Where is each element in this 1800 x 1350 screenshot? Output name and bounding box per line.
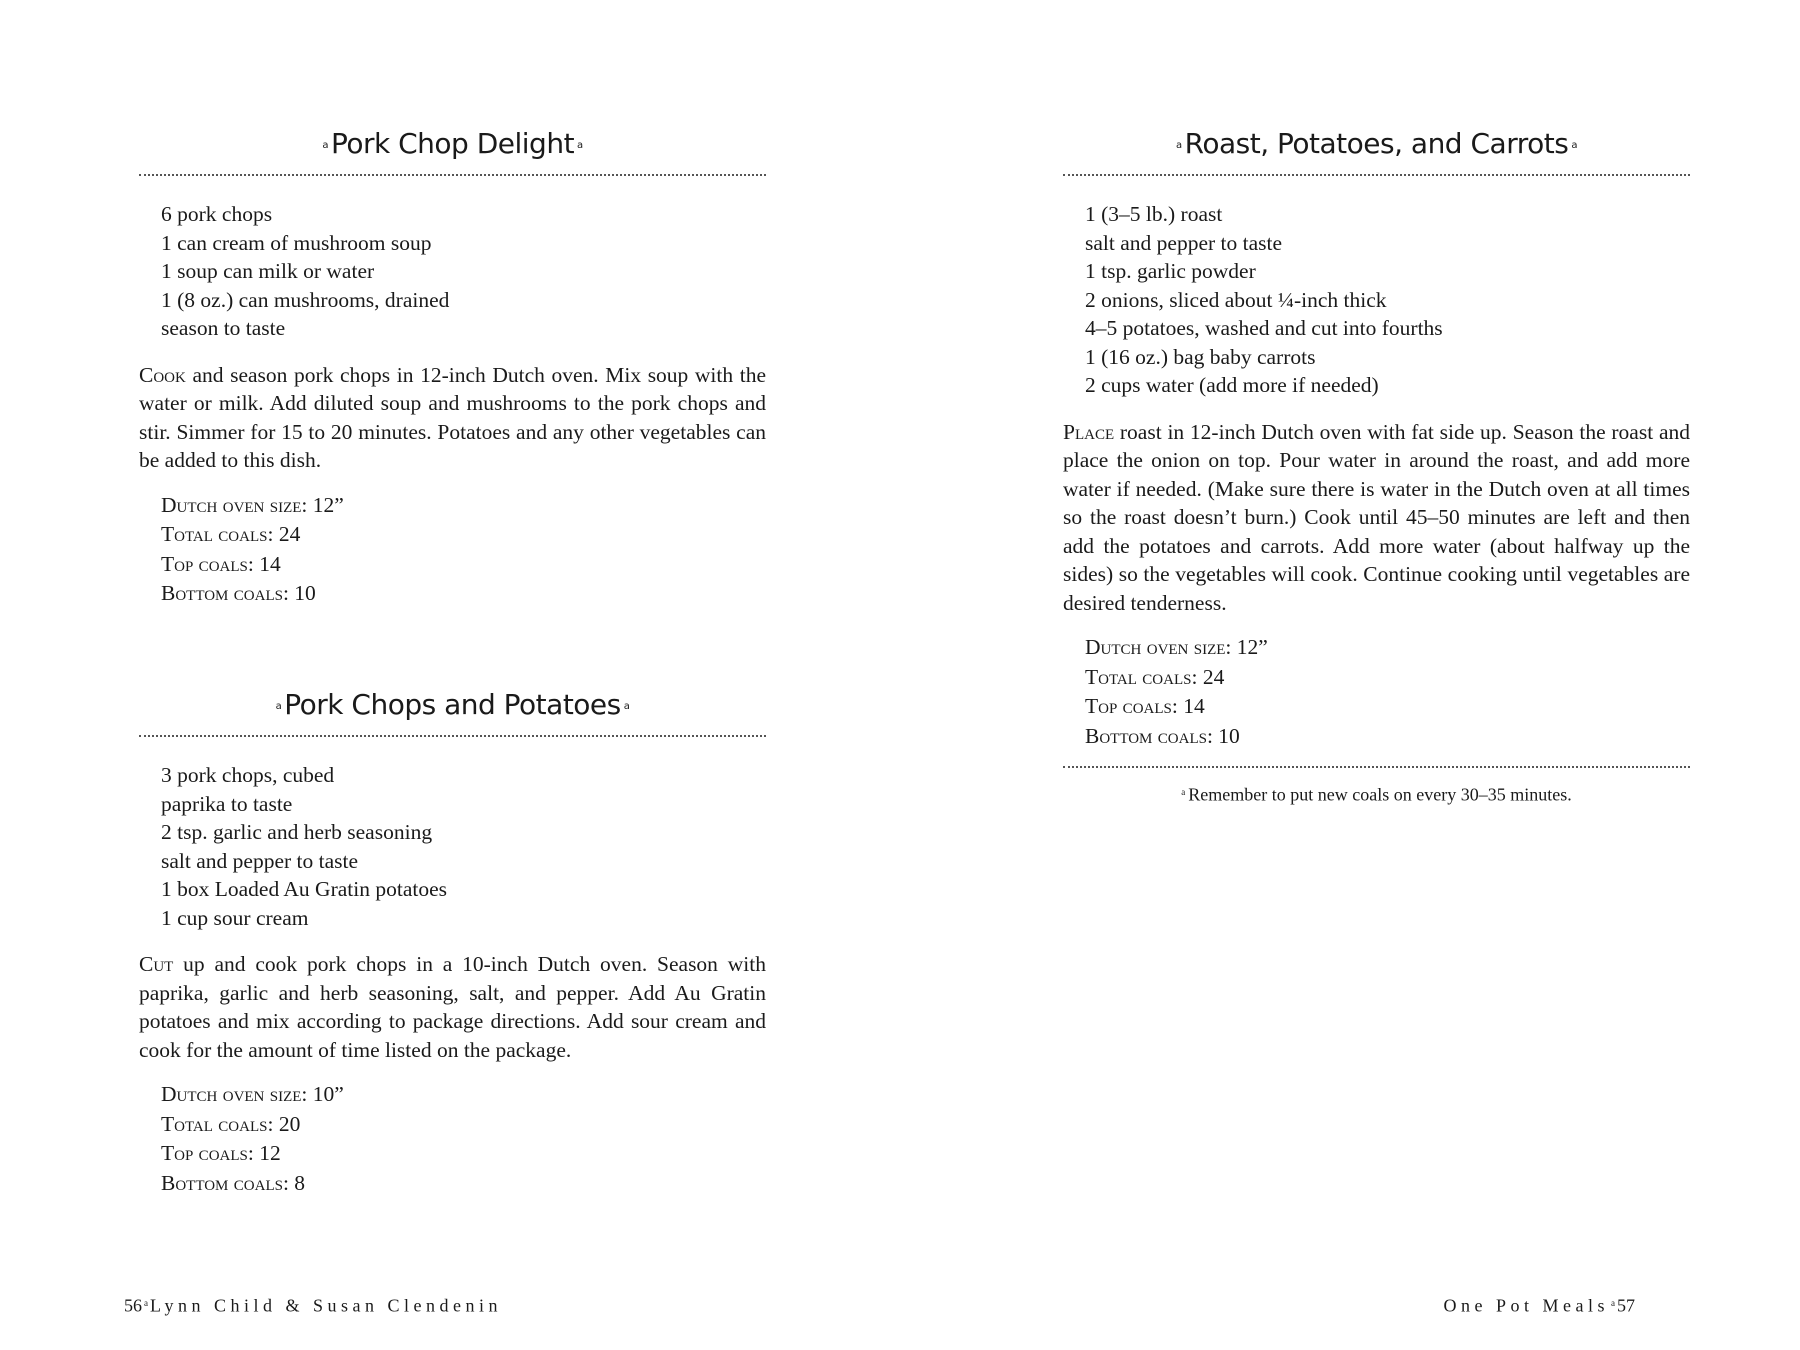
ingredient-list — [139, 761, 766, 932]
ingredient-item: paprika to taste — [161, 791, 293, 816]
spec-label: Total coals: — [161, 522, 274, 546]
ornament-icon: a — [275, 700, 282, 712]
spec-bottom-coals — [1085, 722, 1690, 752]
recipe-title — [139, 688, 766, 722]
ornament-icon: a — [144, 1298, 148, 1308]
spec-top-coals — [161, 1139, 766, 1169]
spec-oven-size — [1085, 633, 1690, 663]
ingredient-item: season to taste — [161, 316, 286, 340]
spec-label: Top coals: — [161, 551, 254, 576]
recipe-pork-chop-delight — [139, 127, 766, 609]
spec-total-coals — [1085, 663, 1690, 693]
page-number: 57 — [1617, 1295, 1635, 1316]
ingredient-list — [1063, 200, 1690, 400]
method-paragraph — [139, 950, 766, 1064]
ornament-icon: a — [1571, 139, 1577, 151]
ingredient-item: 1 (8 oz.) can mushrooms, drained — [161, 287, 450, 312]
ingredient-item: 1 cup sour cream — [161, 905, 309, 930]
spec-value: 14 — [1177, 694, 1205, 718]
ornament-icon: a — [1611, 1298, 1615, 1308]
spec-value: 24 — [1197, 664, 1225, 689]
spec-value: 8 — [288, 1170, 306, 1195]
method-paragraph — [1063, 418, 1690, 618]
spec-total-coals — [161, 1110, 766, 1140]
spec-bottom-coals — [161, 579, 766, 609]
ingredient-item: 1 soup can milk or water — [161, 259, 375, 283]
recipe-title-text: Pork Chop Delight — [330, 127, 575, 160]
right-page — [900, 0, 1800, 1350]
method-lead: Place — [1063, 419, 1115, 444]
spec-value: 10” — [307, 1082, 344, 1106]
spec-label: Top coals: — [161, 1141, 254, 1165]
spec-value: 10 — [288, 581, 316, 605]
spec-oven-size — [161, 1080, 766, 1110]
recipe-title — [139, 127, 766, 161]
ornament-icon: a — [623, 700, 630, 712]
ingredient-item: 4–5 potatoes, washed and cut into fourths — [1085, 316, 1443, 340]
spec-value: 10 — [1212, 723, 1240, 748]
dotted-divider — [139, 174, 766, 176]
dotted-divider — [139, 735, 766, 737]
spec-total-coals — [161, 520, 766, 550]
ornament-icon: a — [1176, 139, 1182, 151]
spec-label: Bottom coals: — [161, 581, 289, 605]
ingredient-item: 1 box Loaded Au Gratin potatoes — [161, 877, 448, 901]
spec-value: 20 — [273, 1111, 301, 1136]
recipe-pork-chops-and-potatoes — [139, 688, 766, 1198]
ingredient-item: 6 pork chops — [161, 202, 273, 226]
method-text: roast in 12-inch Dutch oven with fat side up. Season the roast and place the onion on top. Pour water in around the roast, and add more water if needed. (Make sure there is water in the Dutch oven at all times so the roast doesn’t burn.) Cook until 45–50 minutes are left and then add the potatoes and carrots. Add more water (about halfway up the sides) so the vegetables will cook. Continue cooking until vegetables are desired tenderness. — [1063, 419, 1690, 615]
ornament-icon: a — [322, 139, 328, 151]
recipe-title-text: Pork Chops and Potatoes — [284, 688, 621, 721]
spec-value: 24 — [273, 522, 301, 546]
footnote-divider — [1063, 766, 1690, 768]
dotted-divider — [1063, 174, 1690, 176]
spec-label: Bottom coals: — [161, 1170, 289, 1195]
method-lead: Cook — [139, 362, 186, 387]
ornament-icon: a — [577, 139, 583, 151]
ingredient-item: 3 pork chops, cubed — [161, 763, 335, 787]
running-footer-left — [124, 1291, 502, 1317]
method-paragraph — [139, 361, 766, 475]
spec-value: 14 — [253, 551, 281, 576]
ingredient-item: salt and pepper to taste — [161, 848, 359, 873]
ingredient-item: 1 (3–5 lb.) roast — [1085, 202, 1223, 226]
spec-label: Total coals: — [1085, 664, 1198, 689]
cooking-specs — [139, 1080, 766, 1198]
ingredient-item: 1 (16 oz.) bag baby carrots — [1085, 344, 1316, 369]
cooking-specs — [139, 491, 766, 609]
spec-label: Total coals: — [161, 1111, 274, 1136]
ingredient-item: 1 tsp. garlic powder — [1085, 259, 1256, 283]
method-lead: Cut — [139, 952, 174, 976]
footnote — [1063, 780, 1690, 806]
recipe-roast-potatoes-carrots — [1063, 127, 1690, 751]
spec-top-coals — [161, 550, 766, 580]
ingredient-item: 2 cups water (add more if needed) — [1085, 373, 1379, 397]
book-title: One Pot Meals — [1443, 1295, 1609, 1316]
footnote-text: Remember to put new coals on every 30–35 minutes. — [1188, 784, 1572, 805]
method-text: and season pork chops in 12-inch Dutch oven. Mix soup with the water or milk. Add diluted soup and mushrooms to the pork chops and stir. Simmer for 15 to 20 minutes. Potatoes and any other vegetables can be added to this dish. — [139, 362, 766, 472]
ornament-icon: a — [1181, 787, 1186, 797]
spec-oven-size — [161, 491, 766, 521]
ingredient-item: 2 onions, sliced about ¼-inch thick — [1085, 287, 1387, 312]
spec-value: 12 — [253, 1141, 281, 1165]
recipe-title — [1063, 127, 1690, 161]
spec-label: Bottom coals: — [1085, 723, 1213, 748]
page-number: 56 — [124, 1295, 142, 1316]
method-text: up and cook pork chops in a 10-inch Dutch oven. Season with paprika, garlic and herb seasoning, salt, and pepper. Add Au Gratin potatoes and mix according to package directions. Add sour cream and cook for the amount of time listed on the package. — [139, 952, 766, 1062]
spec-bottom-coals — [161, 1169, 766, 1199]
spec-value: 12” — [307, 492, 344, 517]
ingredient-item: 2 tsp. garlic and herb seasoning — [161, 820, 433, 844]
spec-label: Dutch oven size: — [1085, 635, 1232, 659]
spec-label: Dutch oven size: — [161, 1082, 308, 1106]
ingredient-item: 1 can cream of mushroom soup — [161, 230, 432, 255]
recipe-title-text: Roast, Potatoes, and Carrots — [1184, 127, 1569, 160]
spec-label: Dutch oven size: — [161, 492, 308, 517]
ingredient-list — [139, 200, 766, 343]
spec-label: Top coals: — [1085, 694, 1178, 718]
ingredient-item: salt and pepper to taste — [1085, 230, 1283, 255]
spec-top-coals — [1085, 692, 1690, 722]
author-names: Lynn Child & Susan Clendenin — [150, 1295, 503, 1316]
cooking-specs — [1063, 633, 1690, 751]
spec-value: 12” — [1231, 635, 1268, 659]
running-footer-right — [1444, 1291, 1636, 1317]
